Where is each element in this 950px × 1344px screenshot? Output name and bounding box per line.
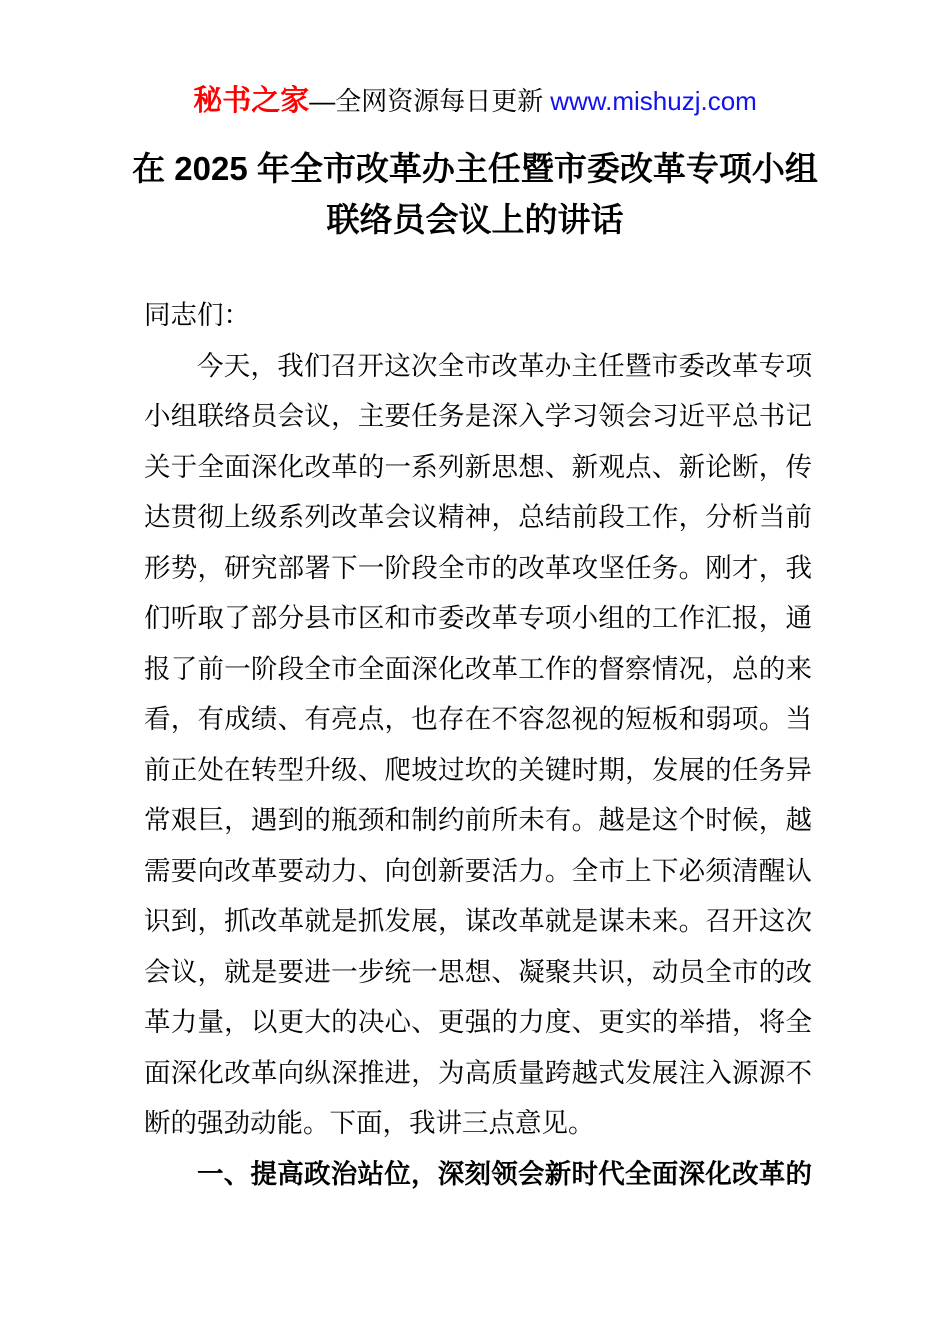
paragraph-line: 需要向改革要动力、向创新要活力。全市上下必须清醒认 — [144, 855, 812, 886]
site-tagline: —全网资源每日更新 — [309, 86, 544, 116]
section-heading-1: 一、提高政治站位，深刻领会新时代全面深化改革的 — [197, 1158, 812, 1189]
paragraph-line: 断的强劲动能。下面，我讲三点意见。 — [144, 1108, 595, 1138]
paragraph-line: 们听取了部分县市区和市委改革专项小组的工作汇报，通 — [144, 603, 812, 633]
paragraph-line: 小组联络员会议，主要任务是深入学习领会习近平总书记 — [144, 401, 812, 431]
paragraph-line: 前正处在转型升级、爬坡过坎的关键时期，发展的任务异 — [144, 754, 812, 785]
paragraph-line: 关于全面深化改革的一系列新思想、新观点、新论断，传 — [144, 451, 812, 482]
page-title-line-2: 联络员会议上的讲话 — [326, 201, 624, 238]
paragraph-line: 今天，我们召开这次全市改革办主任暨市委改革专项 — [197, 350, 812, 381]
paragraph-line: 革力量，以更大的决心、更强的力度、更实的举措，将全 — [144, 1007, 812, 1037]
site-name: 秘书之家 — [193, 85, 310, 117]
paragraph-line: 会议，就是要进一步统一思想、凝聚共识，动员全市的改 — [144, 956, 812, 987]
paragraph-line: 形势，研究部署下一阶段全市的改革攻坚任务。刚才，我 — [144, 552, 812, 583]
document-body — [144, 290, 812, 1199]
site-url-link[interactable]: www.mishuzj.com — [550, 86, 757, 116]
paragraph-line: 看，有成绩、有亮点，也存在不容忽视的短板和弱项。当 — [144, 704, 812, 734]
paragraph-line: 识到，抓改革就是抓发展，谋改革就是谋未来。召开这次 — [144, 906, 812, 936]
page-title-line-1: 在 2025 年全市改革办主任暨市委改革专项小组 — [132, 150, 818, 187]
paragraph-line: 报了前一阶段全市全面深化改革工作的督察情况，总的来 — [144, 653, 812, 684]
salutation: 同志们： — [144, 300, 250, 330]
paragraph-line: 达贯彻上级系列改革会议精神，总结前段工作，分析当前 — [144, 502, 812, 532]
paragraph-line: 常艰巨，遇到的瓶颈和制约前所未有。越是这个时候，越 — [144, 805, 812, 835]
page-title — [0, 143, 950, 245]
site-header — [0, 84, 950, 118]
paragraph-line: 面深化改革向纵深推进，为高质量跨越式发展注入源源不 — [144, 1057, 812, 1088]
